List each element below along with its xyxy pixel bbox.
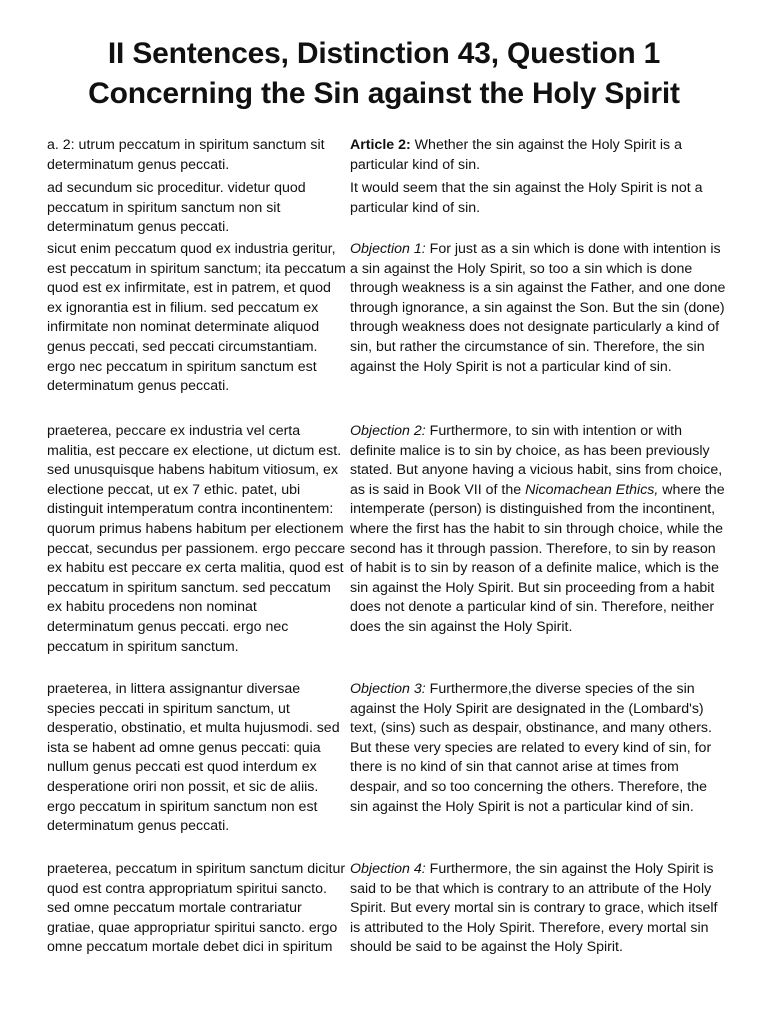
english-text: Furthermore,the diverse species of the sin against the Holy Spirit are designated in the (Lombard's) text, (sins) such as despair, obstinance, and many others. But these very species are related to every kind of sin, for there is no kind of sin that cannot arise at times from despair, and so too concerning the others. Therefore, the sin against the Holy Spirit is not a particular kind of sin. (350, 681, 712, 815)
latin-paragraph: praeterea, peccatum in spiritum sanctum dicitur quod est contra appropriatum spiritui sancto. sed omne peccatum mortale contrariatur gratiae, quae appropriatur spiritui sancto. ergo omne peccatum mortale debet dici in spiritum (47, 861, 346, 956)
english-paragraph (347, 422, 727, 657)
english-text: Furthermore, the sin against the Holy Spirit is said to be that which is contrary to an attribute of the Holy Spirit. But every mortal sin is contrary to grace, which itself is attributed to the Holy Spirit. Therefore, every mortal sin should be said to be against the Holy Spirit. (350, 861, 718, 956)
text-row-objection-3 (47, 680, 727, 837)
objection-label: Objection 1: (350, 241, 426, 257)
english-paragraph (347, 240, 727, 397)
latin-paragraph: praeterea, peccare ex industria vel certa malitia, est peccare ex electione, ut dictum est. sed unusquisque habens habitum vitiosum, ex electione peccat, ut ex 7 ethic. patet, ubi distinguit intemperatum contra incontinentem: quorum primus habens habitum per electionem peccat, secundus per passionem. ergo peccare ex habitu est peccare ex certa malitia, quod est peccatum in spiritum sanctum. sed peccatum ex habitu procedens non nominat determinatum genus peccati. ergo nec peccatum in spiritum sanctum. (47, 423, 346, 655)
text-row-article (47, 136, 727, 175)
objection-label: Objection 4: (350, 861, 426, 877)
article-label: Article 2: (350, 137, 411, 153)
latin-paragraph: praeterea, in littera assignantur diversae species peccati in spiritum sanctum, ut desperatio, obstinatio, et multa hujusmodi. sed ista se habent ad omne genus peccati: quia nullum genus peccati est quod interdum ex desperatione oriri non possit, et sic de aliis. ergo peccatum in spiritum sanctum non est determinatum genus peccati. (47, 681, 340, 835)
text-row-objection-2 (47, 422, 727, 657)
latin-paragraph: sicut enim peccatum quod ex industria geritur, est peccatum in spiritum sanctum; ita peccatum quod est ex infirmitate, est in patrem, et quod ex ignorantia est in filium. sed peccatum ex infirmitate non nominat determinate aliquod genus peccati, sed peccati circumstantiam. ergo nec peccatum in spiritum sanctum est determinatum genus peccati. (47, 241, 346, 395)
english-paragraph (347, 860, 727, 958)
english-paragraph (347, 136, 727, 175)
latin-paragraph: ad secundum sic proceditur. videtur quod peccatum in spiritum sanctum non sit determinatum genus peccati. (47, 180, 306, 236)
english-text: For just as a sin which is done with intention is a sin against the Holy Spirit, so too a sin which is done through weakness is a sin against the Father, and one done through ignorance, a sin against the Son. But the sin (done) through weakness does not designate particularly a kind of sin, but rather the circumstance of sin. Therefore, the sin against the Holy Spirit is not a particular kind of sin. (350, 241, 726, 375)
title-line-2: Concerning the Sin against the Holy Spirit (88, 77, 680, 110)
text-row-objection-4 (47, 860, 727, 958)
english-text: Whether the sin against the Holy Spirit is a particular kind of sin. (350, 137, 682, 173)
latin-paragraph: a. 2: utrum peccatum in spiritum sanctum sit determinatum genus peccati. (47, 137, 325, 173)
page-title (0, 34, 768, 114)
english-text: Furthermore, to sin with intention or with definite malice is to sin by choice, as has been previously stated. But anyone having a vicious habit, sins from choice, as is said in Book VII of the (350, 423, 723, 498)
text-row-objection-1 (47, 240, 727, 397)
text-row-intro (47, 179, 727, 238)
english-text-continued: where the intemperate (person) is distinguished from the incontinent, where the first has the habit to sin through choice, while the second has it through passion. Therefore, to sin by reason of habit is to sin by reason of a definite malice, which is the sin against the Holy Spirit. But sin proceeding from a habit does not denote a particular kind of sin. Therefore, neither does the sin against the Holy Spirit. (350, 481, 725, 635)
english-paragraph (347, 179, 727, 238)
book-title: Nicomachean Ethics, (525, 481, 659, 498)
english-paragraph (347, 680, 727, 837)
objection-label: Objection 3: (350, 681, 426, 697)
english-text: It would seem that the sin against the Holy Spirit is not a particular kind of sin. (350, 180, 703, 216)
objection-label: Objection 2: (350, 423, 426, 439)
title-line-1: II Sentences, Distinction 43, Question 1 (107, 37, 661, 70)
